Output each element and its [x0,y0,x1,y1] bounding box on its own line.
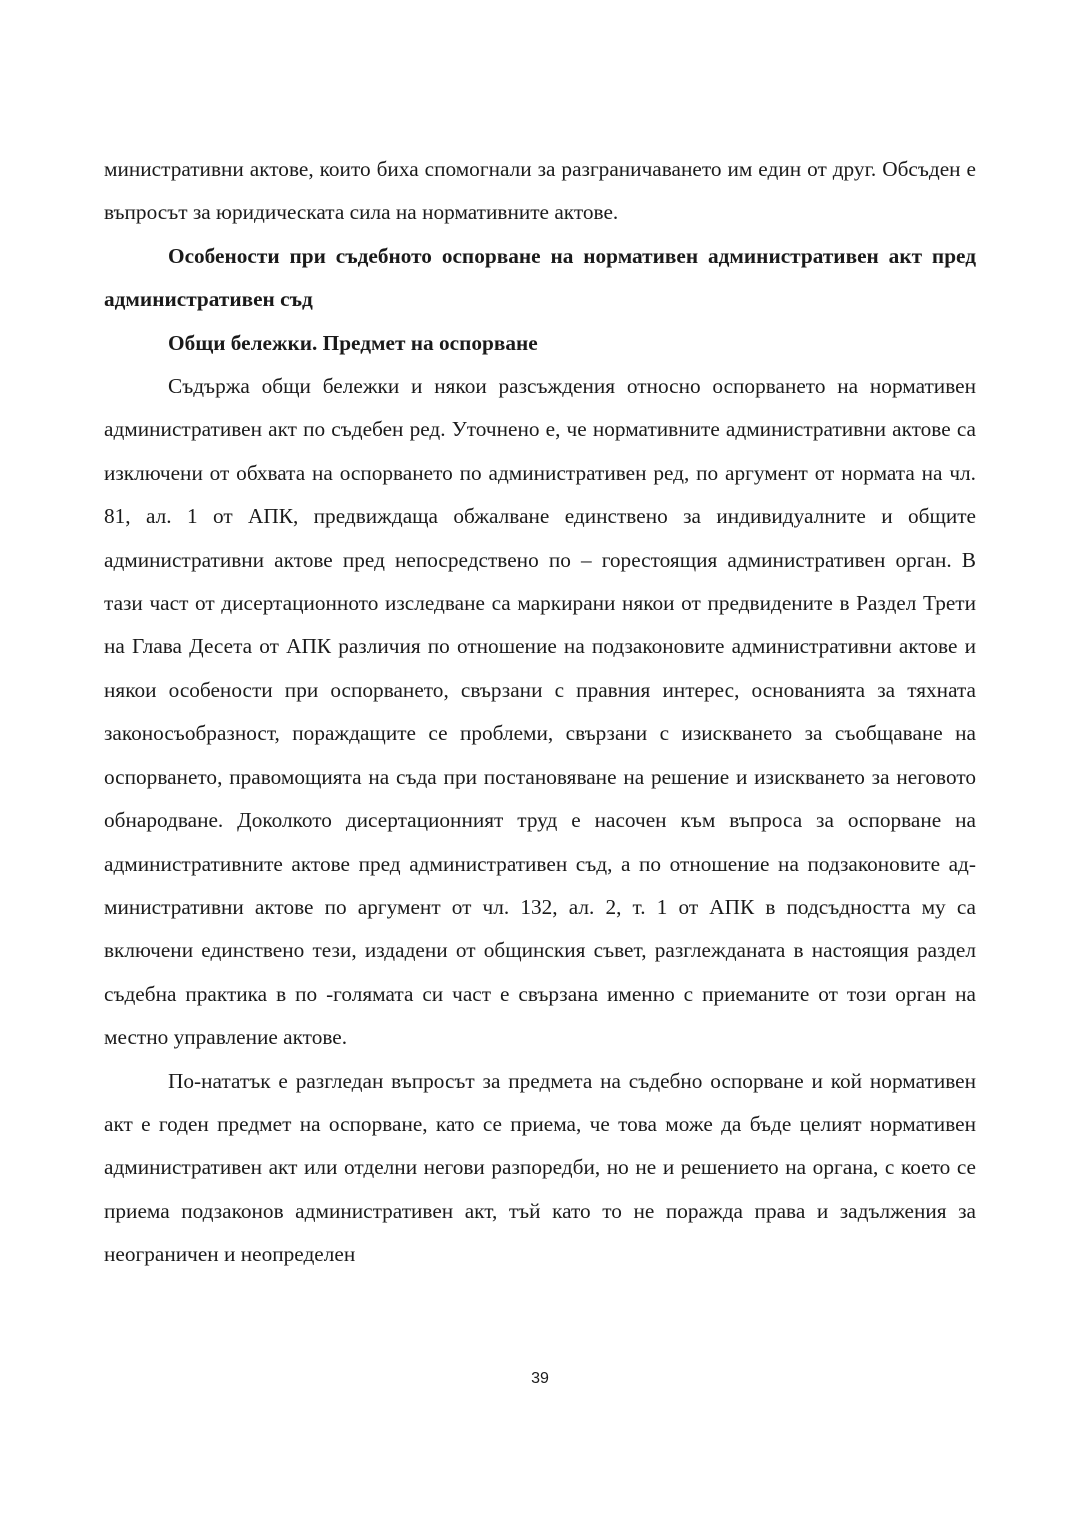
subsection-heading: Общи бележки. Предмет на оспорване [168,330,538,355]
section-heading: Особености при съдебното оспорване на нормативен административен акт пред административен съд [104,243,976,312]
continuation-paragraph: министративни актове, които биха спомогнали за разграничаването им един от друг. Обсъден е въпросът за юридическата сила на нормативните актове. [104,157,976,225]
body-paragraph: По-нататък е разгледан въпросът за предмета на съдебно оспорване и кой нормативен акт е годен предмет на оспорване, като се приема, че това може да бъде целият нормативен административен акт или отделни негови разпоредби, но не и решението на органа, с което се приема подзаконов административен акт, тъй като то не поражда права и задължения за неограничен и неопределен [104,1068,976,1267]
page-number: 39 [531,1370,549,1387]
body-paragraph: Съдържа общи бележки и някои разсъждения относно оспорването на нормативен административен акт по съдебен ред. Уточнено е, че нормативните административни актове са изключени от обхвата на оспорването по административен ред, по аргумент от нормата на чл. 81, ал. 1 от АПК, предвиждаща обжалване единствено за индивидуалните и общите административни актове пред непосредствено по – горестоящия административен орган. В тази част от дисертационното изследване са маркирани някои от предвидените в Раздел Трети на Глава Десета от АПК различия по отношение на подзаконовите административни актове и някои особености при оспорването, свързани с правния интерес, основанията за тяхната законосъобразност, пораждащите се проблеми, свързани с изискването за съобщаване на оспорването, правомощията на съда при постановяване на решение и изискването за неговото обнародване. Доколкото дисертационният труд е насочен към въпроса за оспорване на административните актове пред административен съд, а по отношение на подзаконовите административни актове по аргумент от чл. 132, ал. 2, т. 1 от АПК в подсъдността му са включени единствено тези, издадени от общинския съвет, разглежданата в настоящия раздел съдебна практика в по -голямата си част е свързана именно с приеманите от този орган на местно управление актове. [104,374,976,1050]
page-body [104,148,976,1277]
